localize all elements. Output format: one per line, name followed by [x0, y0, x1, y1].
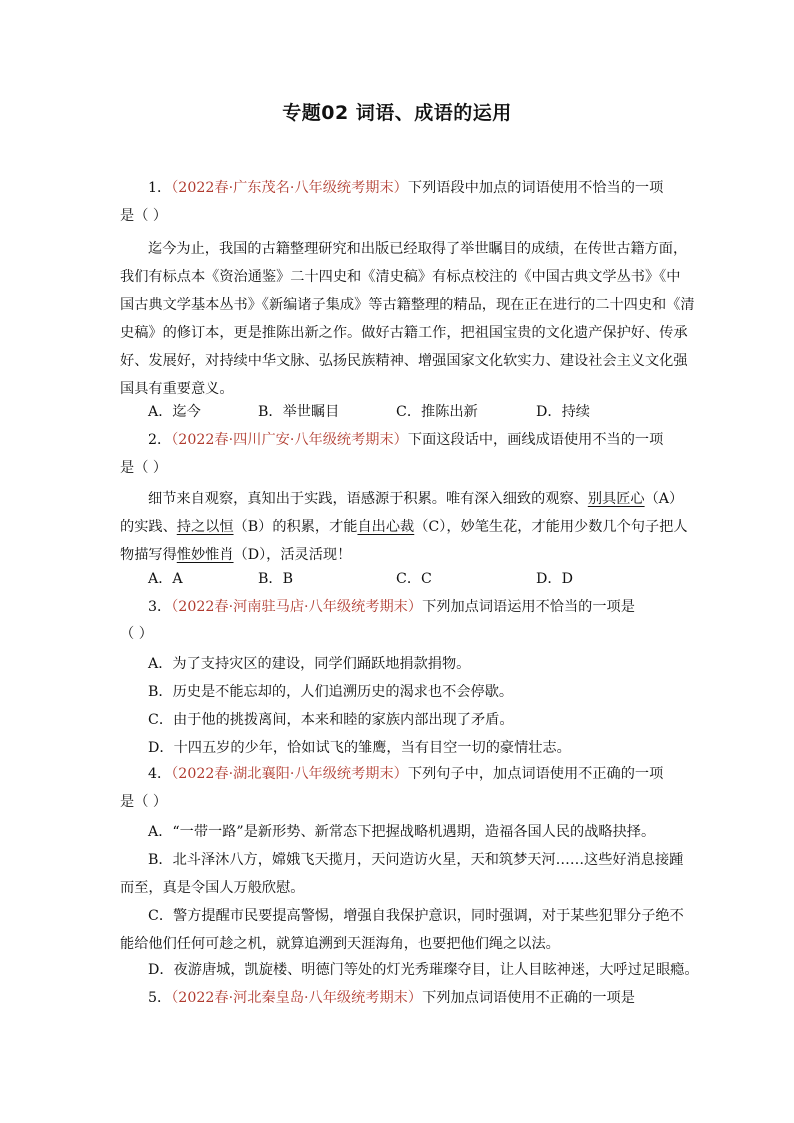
question-number: 2． [148, 432, 172, 448]
question-source: （2022春·四川广安·八年级统考期末） [171, 432, 408, 448]
underlined-idiom-d: 惟妙惟肖 [176, 547, 234, 563]
question-2-stem-line2: 是（ ） [120, 460, 168, 476]
passage-line [120, 518, 688, 536]
option-d[interactable]: D．夜游唐城，凯旋楼、明德门等处的灯光秀璀璨夺目，让人目眩神迷，大呼过足眼瘾。 [148, 962, 699, 978]
option-b-continued: 而至，真是令国人万般欣慰。 [120, 880, 305, 896]
question-number: 4． [148, 766, 172, 782]
passage-line: 好、发展好，对持续中华文脉、弘扬民族精神、增强国家文化软实力、建设社会主义文化强 [120, 353, 688, 369]
option-a[interactable]: A．迄今 [148, 404, 201, 420]
passage-line: 国具有重要意义。 [120, 381, 234, 397]
option-b[interactable]: B．举世瞩目 [258, 404, 340, 420]
question-stem: 下面这段话中，画线成语使用不当的一项 [407, 432, 664, 448]
question-2-stem [120, 431, 663, 449]
question-3-stem [120, 598, 635, 616]
option-c[interactable]: C．推陈出新 [396, 404, 478, 420]
passage-line: 迄今为止，我国的古籍整理研究和出版已经取得了举世瞩目的成绩，在传世古籍方面， [148, 241, 688, 257]
question-1-options [148, 403, 590, 421]
question-source: （2022春·湖北襄阳·八年级统考期末） [171, 766, 408, 782]
passage-text: （A） [644, 491, 684, 507]
question-number: 5． [148, 990, 172, 1006]
underlined-idiom-b: 持之以恒 [176, 519, 234, 535]
question-source: （2022春·广东茂名·八年级统考期末） [171, 180, 408, 196]
question-1-stem [120, 179, 663, 197]
option-d[interactable]: D．十四五岁的少年，恰如试飞的雏鹰，当有目空一切的豪情壮志。 [148, 740, 571, 756]
option-c[interactable]: C．C [396, 571, 432, 587]
underlined-idiom-c: 自出心裁 [357, 519, 415, 535]
passage-line: 我们有标点本《资治通鉴》二十四史和《清史稿》有标点校注的《中国古典文学丛书》《中 [120, 269, 681, 285]
question-number: 1． [148, 180, 172, 196]
question-1-stem-line2: 是（ ） [120, 208, 168, 224]
option-d[interactable]: D．持续 [536, 404, 590, 420]
question-4-stem-line2: 是（ ） [120, 794, 168, 810]
option-a[interactable]: A．A [148, 571, 183, 587]
option-b[interactable]: B．B [258, 571, 294, 587]
question-2-options [148, 570, 573, 588]
passage-text: 物描写得 [120, 547, 177, 563]
question-5-stem [120, 989, 635, 1007]
question-stem: 下列加点词语运用不恰当的一项是 [422, 599, 635, 615]
underlined-idiom-a: 别具匠心 [587, 491, 645, 507]
question-3-stem-line2: （ ） [120, 626, 153, 642]
passage-line [148, 490, 683, 508]
option-c-continued: 能给他们任何可趁之机，就算追溯到天涯海角，也要把他们绳之以法。 [120, 936, 560, 952]
question-stem: 下列语段中加点的词语使用不恰当的一项 [407, 180, 664, 196]
question-stem: 下列句子中，加点词语使用不正确的一项 [407, 766, 664, 782]
passage-line: 史稿》的修订本，更是推陈出新之作。做好古籍工作，把祖国宝贵的文化遗产保护好、传承 [120, 325, 688, 341]
option-a[interactable]: A．“一带一路”是新形势、新常态下把握战略机遇期，造福各国人民的战略抉择。 [148, 824, 656, 840]
question-source: （2022春·河北秦皇岛·八年级统考期末） [171, 990, 423, 1006]
passage-text: 细节来自观察，真知出于实践，语感源于积累。唯有深入细致的观察、 [148, 491, 588, 507]
option-c[interactable]: C．警方提醒市民要提高警惕，增强自我保护意识，同时强调，对于某些犯罪分子绝不 [148, 908, 684, 924]
page-title: 专题02 词语、成语的运用 [282, 102, 512, 124]
question-source: （2022春·河南驻马店·八年级统考期末） [171, 599, 423, 615]
passage-text: （D），活灵活现！ [233, 547, 352, 563]
option-b[interactable]: B．北斗泽沐八方，嫦娥飞天揽月，天问造访火星，天和筑梦天河……这些好消息接踵 [148, 852, 684, 868]
passage-line [120, 546, 351, 564]
option-d[interactable]: D．D [536, 571, 573, 587]
passage-line: 国古典文学基本丛书》《新编诸子集成》等古籍整理的精品，现在正在进行的二十四史和《清 [120, 297, 695, 313]
passage-text: 的实践、 [120, 519, 177, 535]
option-c[interactable]: C．由于他的挑拨离间，本来和睦的家族内部出现了矛盾。 [148, 712, 514, 728]
option-b[interactable]: B．历史是不能忘却的，人们追溯历史的渴求也不会停歇。 [148, 684, 514, 700]
question-4-stem [120, 765, 663, 783]
question-stem: 下列加点词语使用不正确的一项是 [422, 990, 635, 1006]
question-number: 3． [148, 599, 172, 615]
passage-text: （C），妙笔生花，才能用少数几个句子把人 [414, 519, 688, 535]
passage-text: （B）的积累，才能 [233, 519, 358, 535]
option-a[interactable]: A．为了支持灾区的建设，同学们踊跃地捐款捐物。 [148, 656, 471, 672]
